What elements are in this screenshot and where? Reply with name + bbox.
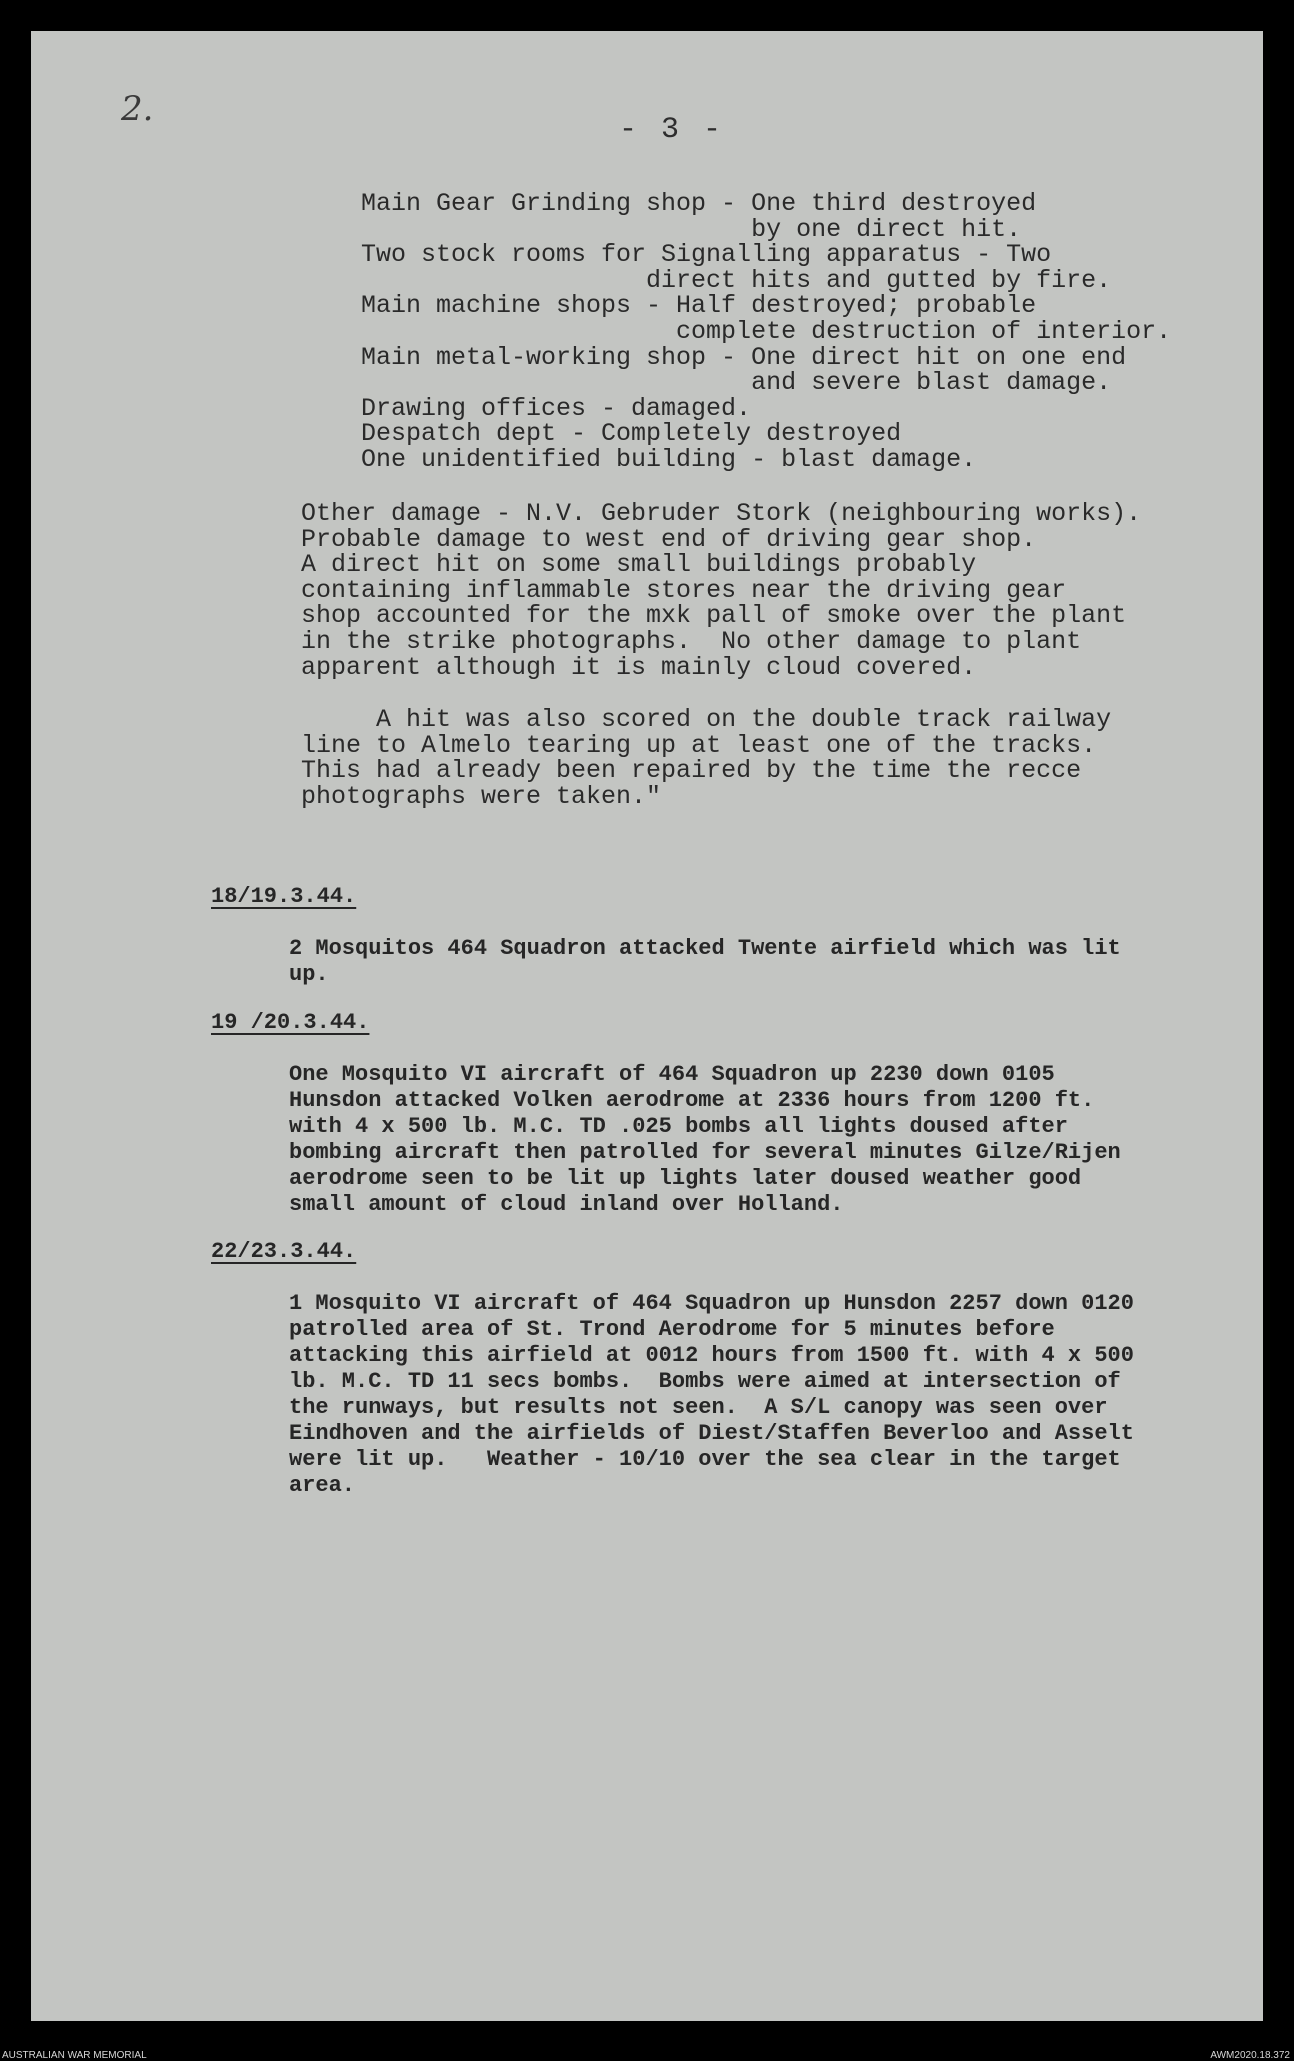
damage-line: Despatch dept - Completely destroyed xyxy=(361,419,902,449)
damage-line: Main Gear Grinding shop - One third destroyed xyxy=(361,189,1037,218)
railway-line: line to Almelo tearing up at least one of the tracks. xyxy=(301,730,1097,760)
other-damage-line: apparent although it is mainly cloud covered. xyxy=(301,652,977,682)
entry-line: attacking this airfield at 0012 hours from 1500 ft. with 4 x 500 xyxy=(289,1343,1134,1368)
railway-line: This had already been repaired by the time the recce xyxy=(301,756,1082,786)
handwritten-page-mark: 2. xyxy=(121,89,154,129)
entry-line: small amount of cloud inland over Holland. xyxy=(289,1192,844,1217)
entry-line: aerodrome seen to be lit up lights later doused weather good xyxy=(289,1166,1082,1191)
other-damage-line: A direct hit on some small buildings probably xyxy=(301,550,977,580)
page-number: - 3 - xyxy=(619,113,725,147)
entry-line: area. xyxy=(289,1473,356,1498)
entry-line: bombing aircraft then patrolled for several minutes Gilze/Rijen xyxy=(289,1140,1121,1165)
document-page xyxy=(31,31,1263,2021)
other-damage-line: Probable damage to west end of driving gear shop. xyxy=(301,524,1037,554)
railway-line: photographs were taken." xyxy=(301,781,662,811)
entry-line: up. xyxy=(289,962,329,987)
footer-left: AUSTRALIAN WAR MEMORIAL xyxy=(2,2050,147,2061)
other-damage-line: shop accounted for the mxk pall of smoke over the plant xyxy=(301,601,1127,631)
entry-line: were lit up. Weather - 10/10 over the sea clear in the target xyxy=(289,1447,1121,1472)
entry-line: the runways, but results not seen. A S/L canopy was seen over xyxy=(289,1395,1108,1420)
entry-line: lb. M.C. TD 11 secs bombs. Bombs were aimed at intersection of xyxy=(289,1369,1121,1394)
damage-line: Main machine shops - Half destroyed; probable xyxy=(361,291,1037,321)
entry-line: 1 Mosquito VI aircraft of 464 Squadron up Hunsdon 2257 down 0120 xyxy=(289,1291,1134,1316)
entry-date: 19 /20.3.44. xyxy=(211,1010,370,1035)
damage-line: Drawing offices - damaged. xyxy=(361,393,752,423)
other-damage-line: containing inflammable stores near the driving gear xyxy=(301,575,1067,605)
damage-line: by one direct hit. xyxy=(361,214,1022,244)
entry-line: 2 Mosquitos 464 Squadron attacked Twente airfield which was lit xyxy=(289,936,1121,961)
other-damage-line: in the strike photographs. No other damage to plant xyxy=(301,627,1082,656)
other-damage-line: Other damage - N.V. Gebruder Stork (neighbouring works). xyxy=(301,499,1142,528)
damage-line: complete destruction of interior. xyxy=(361,317,1172,346)
damage-line: direct hits and gutted by fire. xyxy=(361,265,1112,295)
entry-line: Eindhoven and the airfields of Diest/Staffen Beverloo and Asselt xyxy=(289,1421,1134,1446)
entry-date: 22/23.3.44. xyxy=(211,1239,357,1264)
entry-line: Hunsdon attacked Volken aerodrome at 2336 hours from 1200 ft. xyxy=(289,1088,1095,1113)
railway-line: A hit was also scored on the double track railway xyxy=(301,705,1112,734)
damage-line: Two stock rooms for Signalling apparatus - Two xyxy=(361,240,1052,270)
entry-line: with 4 x 500 lb. M.C. TD .025 bombs all lights doused after xyxy=(289,1114,1068,1139)
damage-line: and severe blast damage. xyxy=(361,368,1112,398)
footer-right: AWM2020.18.372 xyxy=(1210,2050,1290,2061)
entry-line: patrolled area of St. Trond Aerodrome for 5 minutes before xyxy=(289,1317,1055,1342)
damage-line: One unidentified building - blast damage. xyxy=(361,445,977,474)
entry-line: One Mosquito VI aircraft of 464 Squadron up 2230 down 0105 xyxy=(289,1062,1055,1087)
damage-line: Main metal-working shop - One direct hit on one end xyxy=(361,342,1127,372)
entry-date: 18/19.3.44. xyxy=(211,884,357,909)
